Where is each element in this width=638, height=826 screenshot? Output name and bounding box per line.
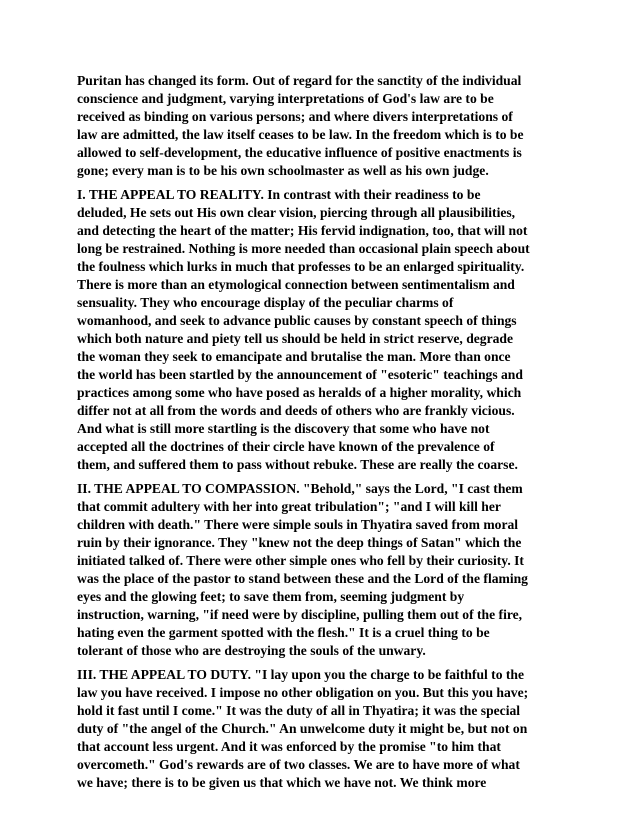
text-line: received as binding on various persons; and where divers interpretations of (77, 109, 513, 124)
text-line: hold it fast until I come." It was the duty of all in Thyatira; it was the special (77, 703, 521, 718)
text-line: practices among some who have posed as heralds of a higher morality, which (77, 385, 522, 400)
text-line: II. THE APPEAL TO COMPASSION. "Behold," says the Lord, "I cast them (77, 481, 523, 496)
text-line: gone; every man is to be his own schoolmaster as well as his own judge. (77, 163, 489, 178)
text-line: the woman they seek to emancipate and brutalise the man. More than once (77, 349, 511, 364)
text-line: deluded, He sets out His own clear vision, piercing through all plausibilities, (77, 205, 516, 220)
text-line: instruction, warning, "if need were by discipline, pulling them out of the fire, (77, 607, 523, 622)
text-line: eyes and the glowing feet; to save them from, seeming judgment by (77, 589, 465, 604)
text-line: differ not at all from the words and deeds of others who are frankly vicious. (77, 403, 515, 418)
text-line: ruin by their ignorance. They "knew not the deep things of Satan" which the (77, 535, 522, 550)
text-line: and detecting the heart of the matter; His fervid indignation, too, that will not (77, 223, 528, 238)
text-line: them, and suffered them to pass without rebuke. These are really the coarse. (77, 457, 518, 472)
text-line: sensuality. They who encourage display of the peculiar charms of (77, 295, 454, 310)
text-line: which both nature and piety tell us should be held in strict reserve, degrade (77, 331, 514, 346)
text-line: There is more than an etymological connection between sentimentalism and (77, 277, 515, 292)
text-line: duty of "the angel of the Church." An unwelcome duty it might be, but not on (77, 721, 528, 736)
text-line: womanhood, and seek to advance public causes by constant speech of things (77, 313, 517, 328)
text-line: law you have received. I impose no other obligation on you. But this you have; (77, 685, 529, 700)
text-line: the world has been startled by the announcement of "esoteric" teachings and (77, 367, 523, 382)
paragraph-appeal-to-duty (77, 666, 561, 792)
text-line: hating even the garment spotted with the flesh." It is a cruel thing to be (77, 625, 490, 640)
text-line: accepted all the doctrines of their circle have known of the prevalence of (77, 439, 495, 454)
text-line: long be restrained. Nothing is more needed than occasional plain speech about (77, 241, 530, 256)
text-line: initiated talked of. There were other simple ones who fell by their curiosity. It (77, 553, 524, 568)
text-line: was the place of the pastor to stand between these and the Lord of the flaming (77, 571, 528, 586)
paragraph-appeal-to-reality (77, 186, 561, 474)
text-line: III. THE APPEAL TO DUTY. "I lay upon you the charge to be faithful to the (77, 667, 525, 682)
document-body (77, 72, 561, 798)
text-line: tolerant of those who are destroying the souls of the unwary. (77, 643, 426, 658)
text-line: conscience and judgment, varying interpretations of God's law are to be (77, 91, 494, 106)
paragraph-appeal-to-compassion (77, 480, 561, 660)
text-line: And what is still more startling is the discovery that some who have not (77, 421, 490, 436)
text-line: I. THE APPEAL TO REALITY. In contrast with their readiness to be (77, 187, 481, 202)
text-line: allowed to self-development, the educative influence of positive enactments is (77, 145, 522, 160)
text-line: that account less urgent. And it was enforced by the promise "to him that (77, 739, 501, 754)
text-line: that commit adultery with her into great tribulation"; "and I will kill her (77, 499, 501, 514)
text-line: children with death." There were simple souls in Thyatira saved from moral (77, 517, 519, 532)
text-line: Puritan has changed its form. Out of regard for the sanctity of the individual (77, 73, 522, 88)
text-line: we have; there is to be given us that which we have not. We think more (77, 775, 487, 790)
text-line: overcometh." God's rewards are of two classes. We are to have more of what (77, 757, 520, 772)
text-line: law are admitted, the law itself ceases to be law. In the freedom which is to be (77, 127, 524, 142)
paragraph-intro (77, 72, 561, 180)
text-line: the foulness which lurks in much that professes to be an enlarged spirituality. (77, 259, 525, 274)
